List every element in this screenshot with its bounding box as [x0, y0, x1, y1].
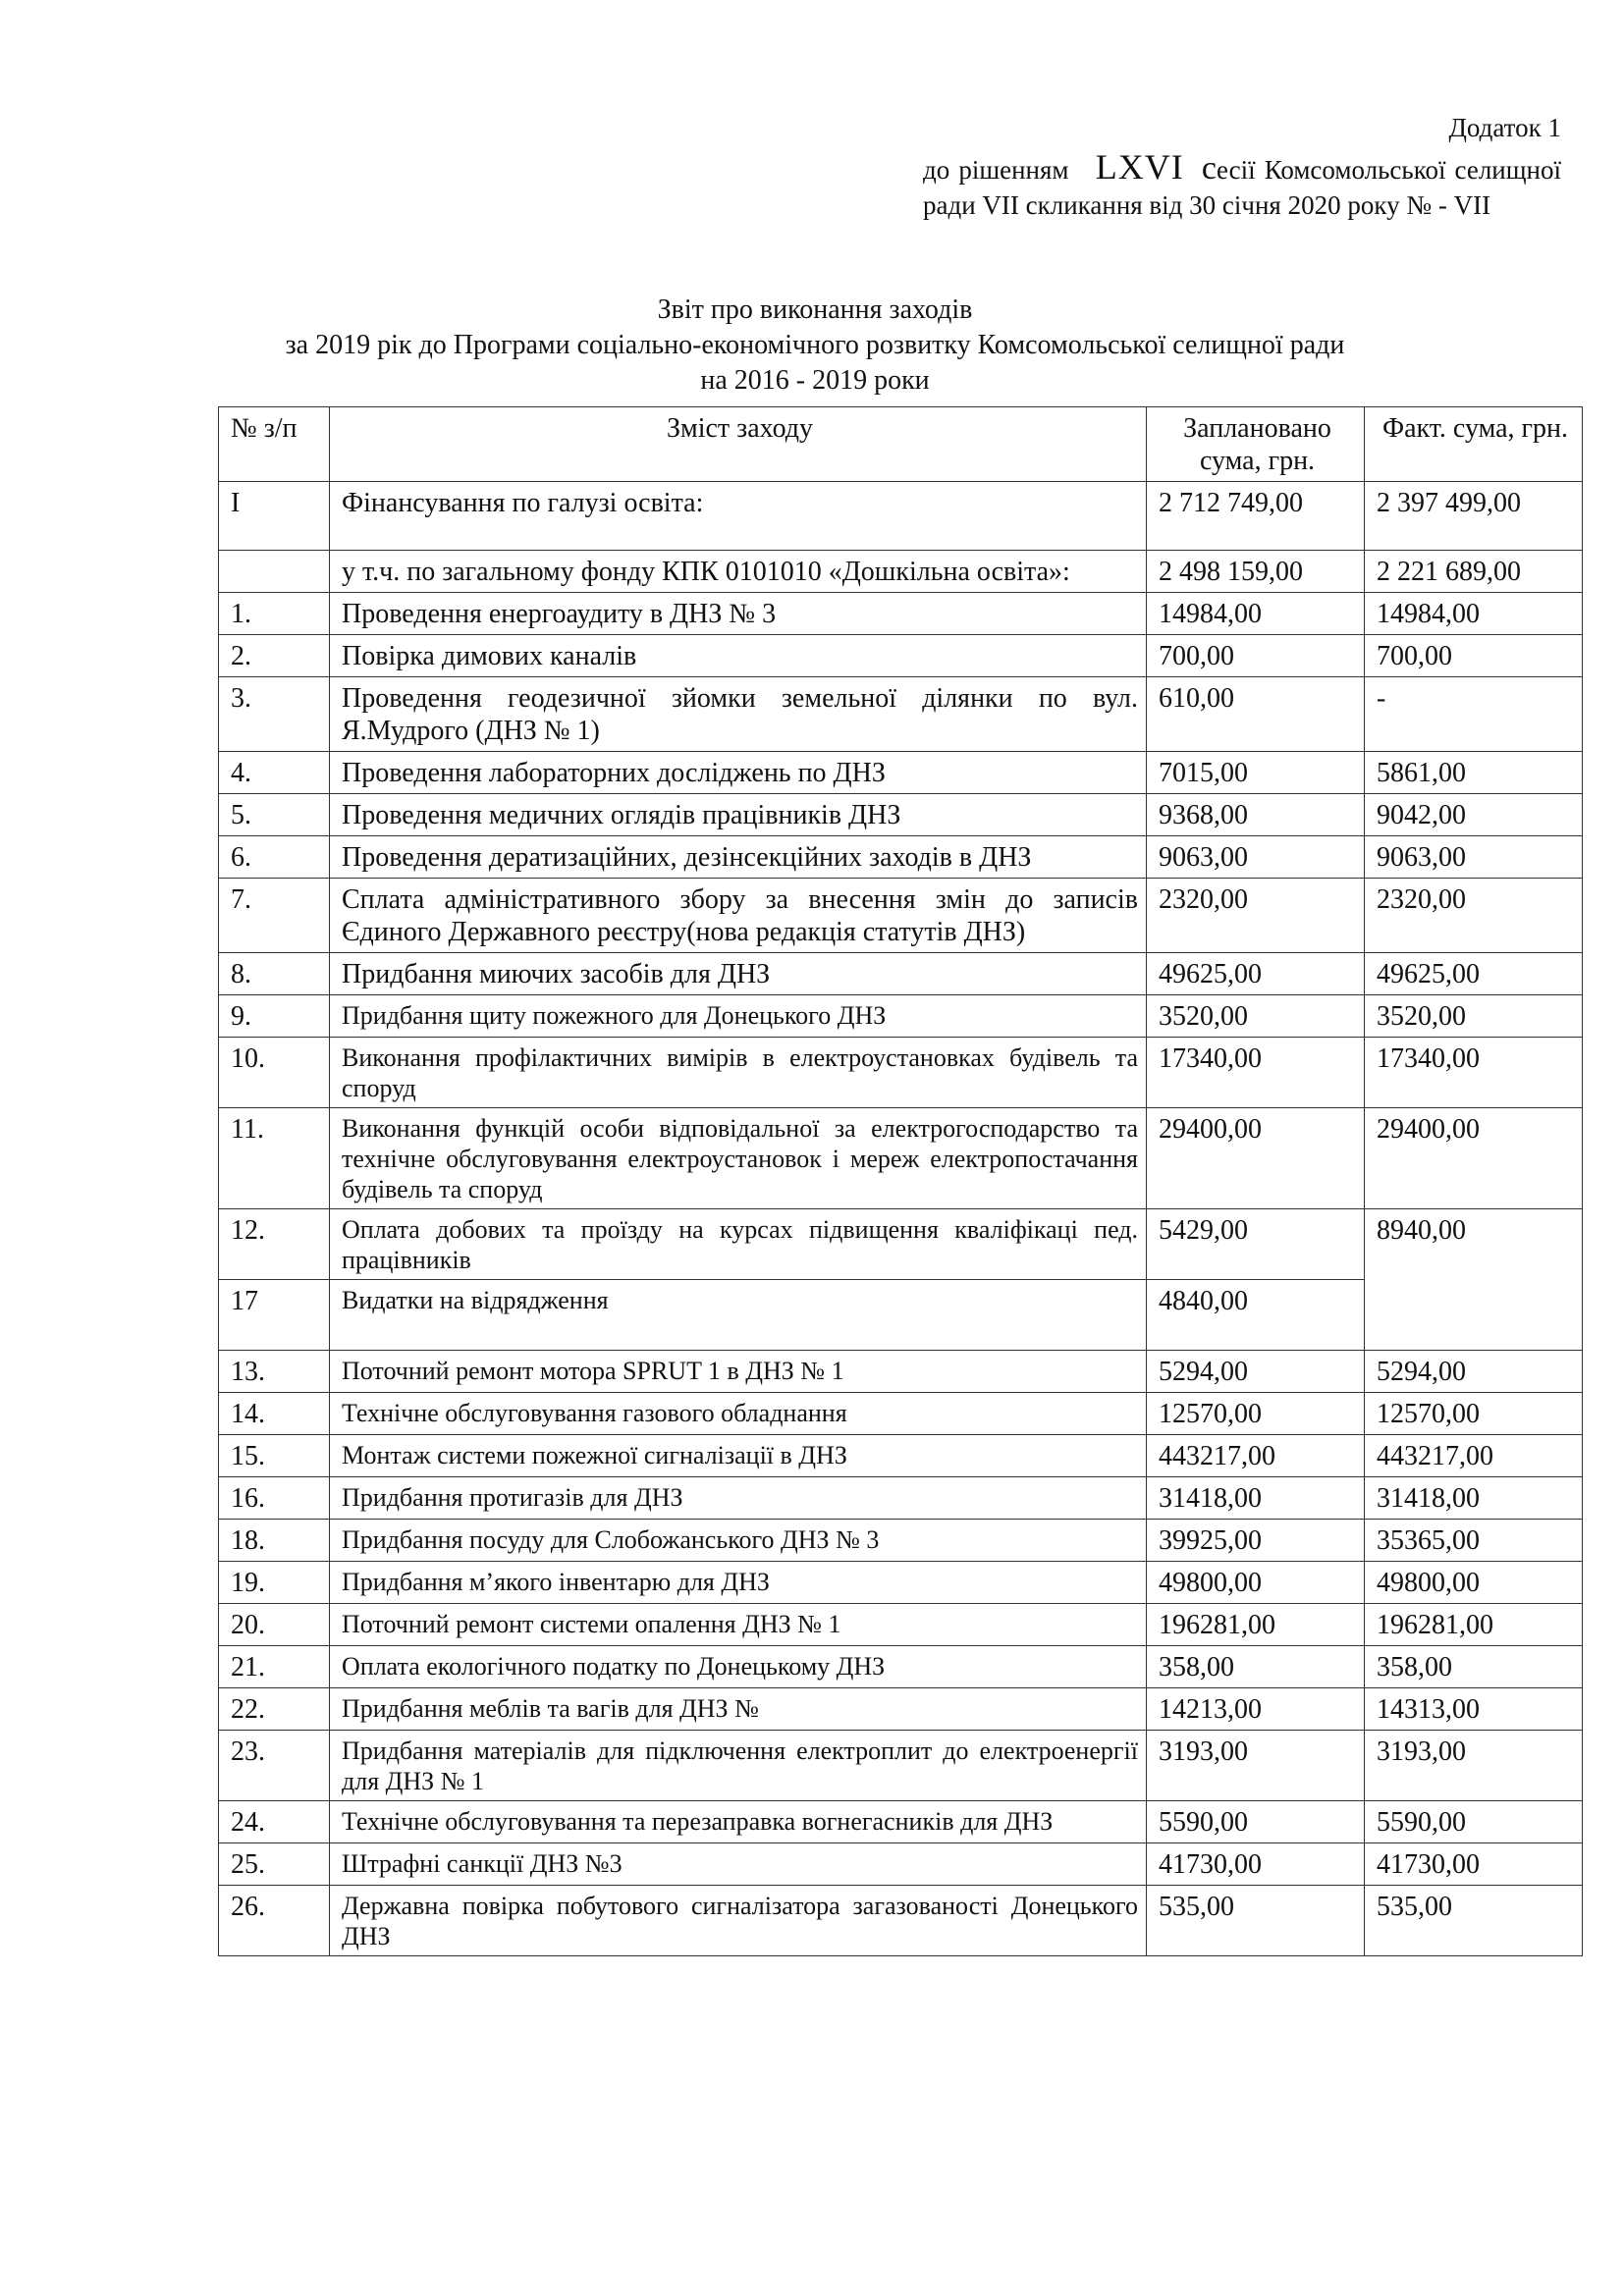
row-planned: 17340,00 — [1147, 1038, 1365, 1108]
annex-decision-reference — [923, 149, 1561, 223]
row-actual: 31418,00 — [1365, 1477, 1583, 1520]
row-number: 21. — [219, 1646, 330, 1688]
row-number: 17 — [219, 1280, 330, 1351]
row-planned: 5294,00 — [1147, 1351, 1365, 1393]
row-number: 25. — [219, 1843, 330, 1886]
row-actual: 9042,00 — [1365, 794, 1583, 836]
table-row — [219, 953, 1583, 995]
section-title: Фінансування по галузі освіта: — [330, 482, 1147, 551]
row-number: 26. — [219, 1886, 330, 1956]
row-number: 5. — [219, 794, 330, 836]
row-measure: Придбання меблів та вагів для ДНЗ № — [330, 1688, 1147, 1731]
table-row — [219, 752, 1583, 794]
row-actual: 5861,00 — [1365, 752, 1583, 794]
report-title-line2: за 2019 рік до Програми соціально-економічного розвитку Комсомольської селищної ради — [285, 330, 1345, 360]
row-planned: 358,00 — [1147, 1646, 1365, 1688]
row-measure: Технічне обслуговування газового обладнання — [330, 1393, 1147, 1435]
table-row — [219, 794, 1583, 836]
row-planned: 39925,00 — [1147, 1520, 1365, 1562]
row-number: 10. — [219, 1038, 330, 1108]
row-measure: Монтаж системи пожежної сигналізації в ДНЗ — [330, 1435, 1147, 1477]
annex-title: Додаток 1 — [1448, 113, 1561, 142]
table-row — [219, 1351, 1583, 1393]
row-actual: 700,00 — [1365, 635, 1583, 677]
table-row — [219, 1108, 1583, 1209]
row-measure: Оплата екологічного податку по Донецькому ДНЗ — [330, 1646, 1147, 1688]
row-actual: 3193,00 — [1365, 1731, 1583, 1801]
subsection-actual: 2 221 689,00 — [1365, 551, 1583, 593]
report-title-line1: Звіт про виконання заходів — [657, 294, 973, 325]
row-planned: 196281,00 — [1147, 1604, 1365, 1646]
table-row — [219, 1886, 1583, 1956]
table-row — [219, 677, 1583, 752]
row-measure: Придбання миючих засобів для ДНЗ — [330, 953, 1147, 995]
row-measure: Проведення лабораторних досліджень по ДНЗ — [330, 752, 1147, 794]
table-row — [219, 1688, 1583, 1731]
annex-header — [923, 110, 1561, 223]
row-number: 7. — [219, 879, 330, 953]
row-planned: 14213,00 — [1147, 1688, 1365, 1731]
row-number: 15. — [219, 1435, 330, 1477]
row-actual: 49800,00 — [1365, 1562, 1583, 1604]
row-measure: Поточний ремонт мотора SPRUT 1 в ДНЗ № 1 — [330, 1351, 1147, 1393]
annex-session-number: LXVI — [1095, 147, 1184, 187]
row-actual: 196281,00 — [1365, 1604, 1583, 1646]
row-planned: 443217,00 — [1147, 1435, 1365, 1477]
table-row — [219, 1435, 1583, 1477]
row-actual: 5590,00 — [1365, 1801, 1583, 1843]
row-actual: 14984,00 — [1365, 593, 1583, 635]
row-planned: 610,00 — [1147, 677, 1365, 752]
table-row — [219, 1604, 1583, 1646]
section-actual: 2 397 499,00 — [1365, 482, 1583, 551]
row-measure: Проведення медичних оглядів працівників ДНЗ — [330, 794, 1147, 836]
row-actual: 41730,00 — [1365, 1843, 1583, 1886]
row-measure: Оплата добових та проїзду на курсах підвищення кваліфікаці пед. працівників — [330, 1209, 1147, 1280]
row-measure: Придбання м’якого інвентарю для ДНЗ — [330, 1562, 1147, 1604]
row-number: 14. — [219, 1393, 330, 1435]
row-actual: 12570,00 — [1365, 1393, 1583, 1435]
header-actual: Факт. сума, грн. — [1365, 407, 1583, 482]
table-row — [219, 1562, 1583, 1604]
row-actual: 535,00 — [1365, 1886, 1583, 1956]
row-number: 1. — [219, 593, 330, 635]
measures-table — [218, 406, 1583, 1956]
row-planned: 14984,00 — [1147, 593, 1365, 635]
subsection-row — [219, 551, 1583, 593]
table-row — [219, 1843, 1583, 1886]
row-number: 20. — [219, 1604, 330, 1646]
row-measure: Виконання профілактичних вимірів в електроустановках будівель та споруд — [330, 1038, 1147, 1108]
row-actual: 9063,00 — [1365, 836, 1583, 879]
row-number: 16. — [219, 1477, 330, 1520]
row-actual: 3520,00 — [1365, 995, 1583, 1038]
row-measure: Придбання щиту пожежного для Донецького ДНЗ — [330, 995, 1147, 1038]
subsection-planned: 2 498 159,00 — [1147, 551, 1365, 593]
row-measure: Державна повірка побутового сигналізатора загазованості Донецького ДНЗ — [330, 1886, 1147, 1956]
row-actual: - — [1365, 677, 1583, 752]
row-planned: 700,00 — [1147, 635, 1365, 677]
table-row — [219, 836, 1583, 879]
row-planned: 9063,00 — [1147, 836, 1365, 879]
report-title-line3: на 2016 - 2019 роки — [700, 365, 930, 396]
row-actual: 17340,00 — [1365, 1038, 1583, 1108]
row-number: 3. — [219, 677, 330, 752]
row-measure: Проведення геодезичної зйомки земельної ділянки по вул. Я.Мудрого (ДНЗ № 1) — [330, 677, 1147, 752]
row-planned: 3520,00 — [1147, 995, 1365, 1038]
row-planned: 7015,00 — [1147, 752, 1365, 794]
row-actual: 358,00 — [1365, 1646, 1583, 1688]
subsection-number — [219, 551, 330, 593]
table-row — [219, 1520, 1583, 1562]
header-number: № з/п — [219, 407, 330, 482]
row-number: 11. — [219, 1108, 330, 1209]
row-planned: 535,00 — [1147, 1886, 1365, 1956]
row-number: 19. — [219, 1562, 330, 1604]
header-content: Зміст заходу — [330, 407, 1147, 482]
row-number: 6. — [219, 836, 330, 879]
row-number: 9. — [219, 995, 330, 1038]
row-actual: 29400,00 — [1365, 1108, 1583, 1209]
row-planned: 3193,00 — [1147, 1731, 1365, 1801]
section-row — [219, 482, 1583, 551]
row-number: 13. — [219, 1351, 330, 1393]
table-row — [219, 879, 1583, 953]
subsection-title: у т.ч. по загальному фонду КПК 0101010 «Дошкільна освіта»: — [330, 551, 1147, 593]
row-planned: 2320,00 — [1147, 879, 1365, 953]
row-measure: Проведення дератизаційних, дезінсекційних заходів в ДНЗ — [330, 836, 1147, 879]
row-actual: 443217,00 — [1365, 1435, 1583, 1477]
row-actual: 14313,00 — [1365, 1688, 1583, 1731]
annex-decision-prefix: до рішенням — [923, 155, 1069, 185]
annex-session-initial: с — [1201, 150, 1217, 187]
row-planned: 41730,00 — [1147, 1843, 1365, 1886]
row-number: 8. — [219, 953, 330, 995]
row-actual: 49625,00 — [1365, 953, 1583, 995]
row-number: 2. — [219, 635, 330, 677]
table-row — [219, 635, 1583, 677]
row-number: 24. — [219, 1801, 330, 1843]
table-row — [219, 1731, 1583, 1801]
report-title — [147, 293, 1483, 399]
table-row — [219, 1646, 1583, 1688]
row-measure: Сплата адміністративного збору за внесення змін до записів Єдиного Державного реєстру(нова редакція статутів ДНЗ) — [330, 879, 1147, 953]
table-row — [219, 1209, 1583, 1280]
row-planned: 5429,00 — [1147, 1209, 1365, 1280]
table-body — [219, 482, 1583, 1956]
row-actual: 5294,00 — [1365, 1351, 1583, 1393]
row-measure: Повірка димових каналів — [330, 635, 1147, 677]
header-planned: Заплановано сума, грн. — [1147, 407, 1365, 482]
row-measure: Штрафні санкції ДНЗ №3 — [330, 1843, 1147, 1886]
row-number: 4. — [219, 752, 330, 794]
row-measure: Придбання посуду для Слобожанського ДНЗ № 3 — [330, 1520, 1147, 1562]
row-number: 12. — [219, 1209, 330, 1280]
row-number: 22. — [219, 1688, 330, 1731]
annex-decision-rest: есії Комсомольської селищної ради VII скликання від 30 січня 2020 року № - VII — [923, 155, 1561, 220]
row-actual-merged: 8940,00 — [1365, 1209, 1583, 1351]
row-planned: 4840,00 — [1147, 1280, 1365, 1351]
table-row — [219, 1038, 1583, 1108]
row-measure: Технічне обслуговування та перезаправка вогнегасників для ДНЗ — [330, 1801, 1147, 1843]
section-planned: 2 712 749,00 — [1147, 482, 1365, 551]
row-measure: Придбання протигазів для ДНЗ — [330, 1477, 1147, 1520]
row-measure: Проведення енергоаудиту в ДНЗ № 3 — [330, 593, 1147, 635]
table-header-row — [219, 407, 1583, 482]
row-number: 23. — [219, 1731, 330, 1801]
table-row — [219, 1393, 1583, 1435]
row-planned: 12570,00 — [1147, 1393, 1365, 1435]
row-planned: 31418,00 — [1147, 1477, 1365, 1520]
row-actual: 2320,00 — [1365, 879, 1583, 953]
row-measure: Придбання матеріалів для підключення електроплит до електроенергії для ДНЗ № 1 — [330, 1731, 1147, 1801]
section-number: I — [219, 482, 330, 551]
row-planned: 29400,00 — [1147, 1108, 1365, 1209]
row-planned: 49800,00 — [1147, 1562, 1365, 1604]
row-number: 18. — [219, 1520, 330, 1562]
table-row — [219, 995, 1583, 1038]
row-measure: Поточний ремонт системи опалення ДНЗ № 1 — [330, 1604, 1147, 1646]
table-row — [219, 593, 1583, 635]
row-planned: 49625,00 — [1147, 953, 1365, 995]
table-row — [219, 1477, 1583, 1520]
table-row — [219, 1801, 1583, 1843]
row-measure: Видатки на відрядження — [330, 1280, 1147, 1351]
row-planned: 9368,00 — [1147, 794, 1365, 836]
row-planned: 5590,00 — [1147, 1801, 1365, 1843]
row-actual: 35365,00 — [1365, 1520, 1583, 1562]
row-measure: Виконання функцій особи відповідальної за електрогосподарство та технічне обслуговування електроустановок і мереж електропостачання будівель та споруд — [330, 1108, 1147, 1209]
